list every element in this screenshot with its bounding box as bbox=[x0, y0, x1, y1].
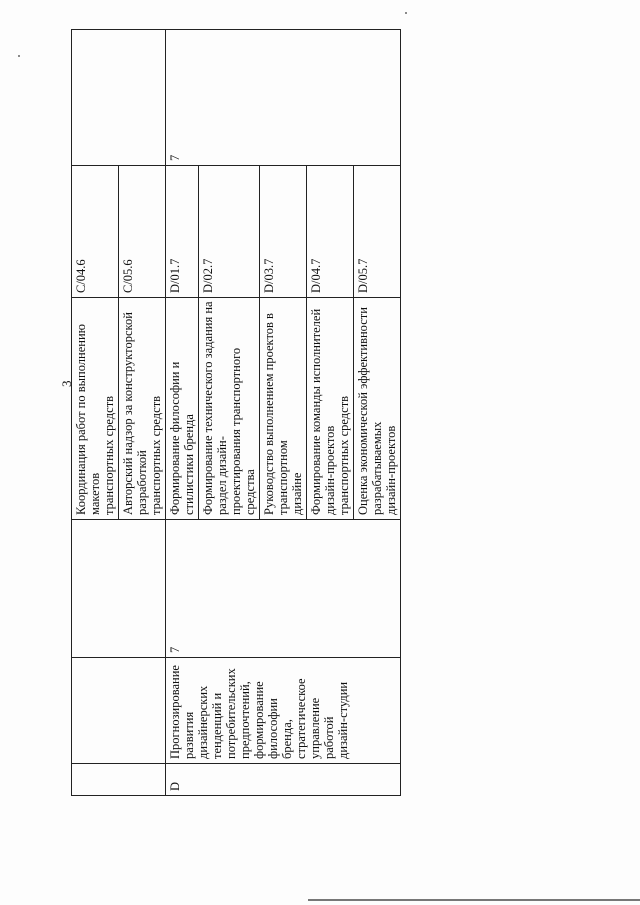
labor-function-cell bbox=[119, 298, 166, 520]
generalized-function-line: бренда, стратегическое bbox=[280, 678, 308, 759]
table-row bbox=[166, 30, 199, 796]
page-edge bbox=[308, 899, 640, 901]
generalized-function-line: тенденций и bbox=[210, 692, 224, 759]
labor-function-cell bbox=[72, 298, 119, 520]
page-number: 3 bbox=[59, 380, 74, 387]
generalized-function-line: дизайн-студии bbox=[336, 681, 350, 759]
labor-function-line: проектирования транспортного средства bbox=[229, 347, 257, 515]
labor-function-cell bbox=[199, 298, 260, 520]
labor-function-line: транспортных средств bbox=[149, 395, 163, 515]
generalized-function-line: управление работой bbox=[308, 697, 336, 759]
function-code-cell: D/04.7 bbox=[307, 166, 354, 298]
labor-function-line: Формирование философии и стилистики бренда bbox=[168, 361, 196, 515]
labor-function-line: Координация работ по выполнению макетов bbox=[74, 323, 102, 515]
level-cell bbox=[72, 520, 166, 658]
generalized-function-line: потребительских bbox=[224, 668, 238, 759]
generalized-function-line: предпочтений, bbox=[238, 681, 252, 759]
qualification-cell bbox=[72, 30, 166, 166]
labor-function-line: транспортных средств bbox=[337, 395, 351, 515]
function-code-cell: D/02.7 bbox=[199, 166, 260, 298]
labor-function-line: Формирование технического задания на раздел дизайн- bbox=[201, 301, 229, 515]
labor-function-line: Авторский надзор за конструкторской разработкой bbox=[121, 312, 149, 515]
generalized-function-cell bbox=[166, 658, 401, 764]
function-code-cell: C/04.6 bbox=[72, 166, 119, 298]
code-cell bbox=[72, 764, 166, 796]
function-code-cell: D/03.7 bbox=[260, 166, 307, 298]
level-cell: 7 bbox=[166, 520, 401, 658]
function-code-cell: D/01.7 bbox=[166, 166, 199, 298]
function-code-cell: D/05.7 bbox=[354, 166, 401, 298]
labor-function-line: Формирование команды исполнителей дизайн-проектов bbox=[309, 308, 337, 515]
labor-function-line: Руководство выполнением проектов в транспортном bbox=[262, 313, 290, 515]
labor-function-line: дизайне bbox=[290, 472, 304, 515]
scan-speck bbox=[18, 55, 20, 57]
labor-function-cell bbox=[166, 298, 199, 520]
labor-function-cell bbox=[354, 298, 401, 520]
generalized-function-line: формирование философии bbox=[252, 681, 280, 759]
code-cell: D bbox=[166, 764, 401, 796]
function-code-cell: C/05.6 bbox=[119, 166, 166, 298]
generalized-function-cell bbox=[72, 658, 166, 764]
qualification-cell: 7 bbox=[166, 30, 401, 166]
generalized-function-line: Прогнозирование bbox=[168, 665, 182, 759]
generalized-function-line: развития дизайнерских bbox=[182, 685, 210, 759]
labor-function-cell bbox=[307, 298, 354, 520]
table-row bbox=[72, 30, 119, 796]
functions-table bbox=[71, 29, 401, 796]
rotated-sheet bbox=[55, 12, 635, 802]
labor-function-line: Оценка экономической эффективности разрабатываемых bbox=[356, 307, 384, 515]
labor-function-line: дизайн-проектов bbox=[384, 425, 398, 515]
labor-function-line: транспортных средств bbox=[102, 395, 116, 515]
labor-function-cell bbox=[260, 298, 307, 520]
